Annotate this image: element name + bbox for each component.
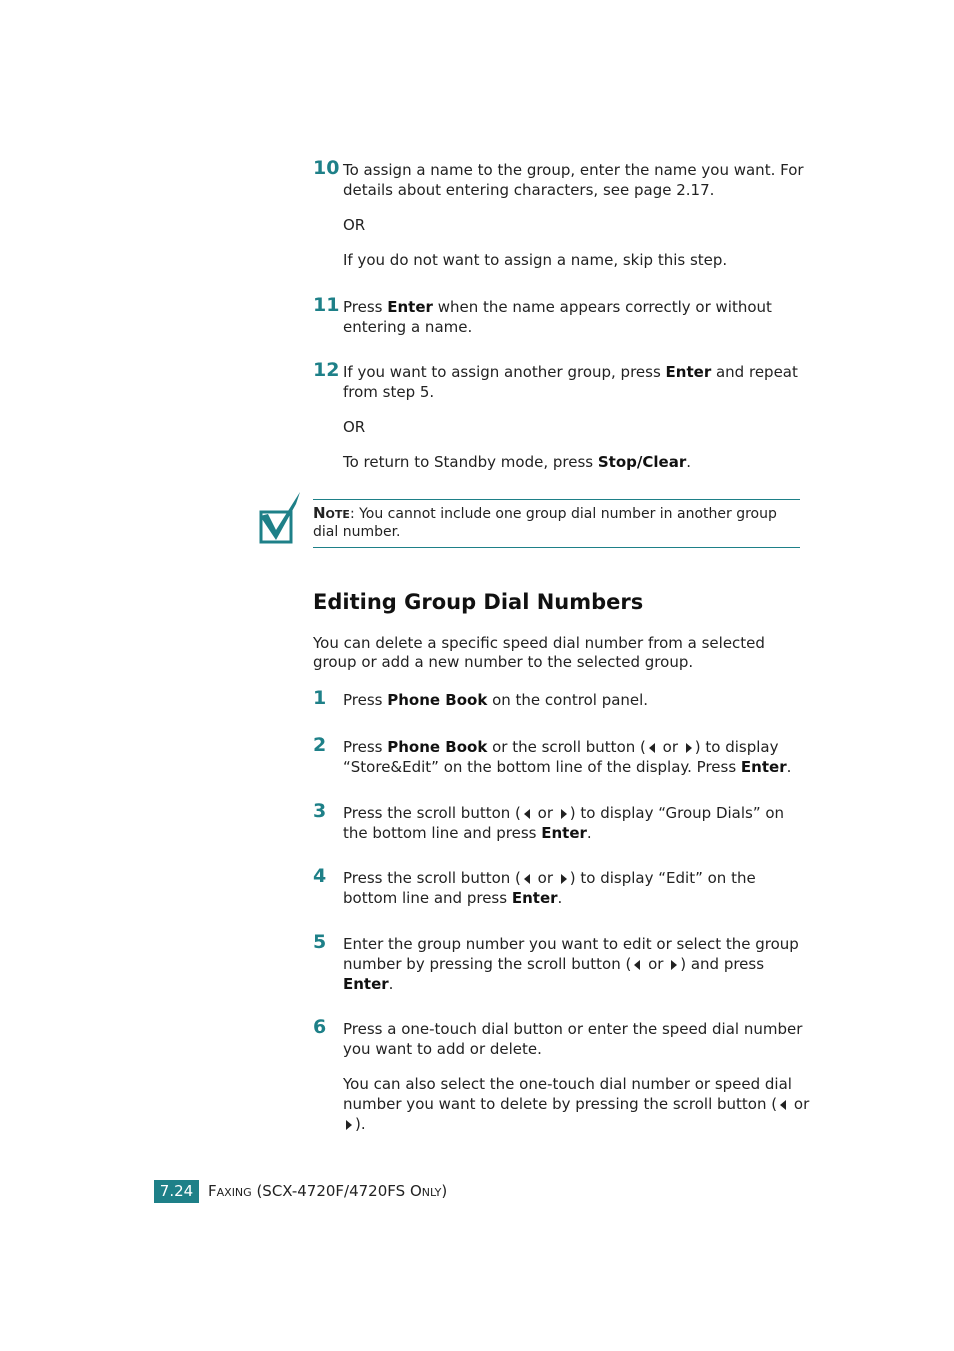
- scroll-right-icon: [561, 809, 567, 819]
- step-number: 11: [313, 294, 340, 316]
- step-4: [313, 865, 813, 908]
- scroll-left-icon: [780, 1100, 786, 1110]
- step-text: Press a one-touch dial button or enter the speed dial number you want to add or delete.: [343, 1020, 803, 1058]
- scroll-right-icon: [346, 1120, 352, 1130]
- note-text: : You cannot include one group dial number in another group dial number.: [313, 506, 777, 540]
- footer-chapter: Faxing (SCX-4720F/4720FS Only): [208, 1182, 448, 1200]
- step-number: 4: [313, 865, 327, 887]
- step-text: Enter the group number you want to edit or select the group number by pressing the scroll button ( or ) and press Enter.: [343, 935, 799, 993]
- scroll-left-icon: [649, 743, 655, 753]
- step-number: 5: [313, 931, 327, 953]
- step-text: If you want to assign another group, press Enter and repeat from step 5.: [343, 363, 798, 401]
- page-number-badge: 7.24: [154, 1180, 199, 1203]
- step-text: Press Phone Book or the scroll button ( or ) to display “Store&Edit” on the bottom line of the display. Press Enter.: [343, 738, 792, 776]
- step-1: [313, 687, 813, 710]
- step-number: 1: [313, 687, 327, 709]
- scroll-left-icon: [524, 809, 530, 819]
- step-10: [313, 157, 813, 270]
- or-text: OR: [343, 418, 366, 436]
- section-heading: Editing Group Dial Numbers: [313, 590, 644, 614]
- scroll-right-icon: [671, 960, 677, 970]
- step-number: 3: [313, 800, 327, 822]
- note-box: [313, 499, 800, 548]
- step-number: 2: [313, 734, 327, 756]
- step-text: If you do not want to assign a name, skip this step.: [343, 251, 728, 269]
- step-text: Press Enter when the name appears correctly or without entering a name.: [343, 298, 772, 336]
- scroll-right-icon: [686, 743, 692, 753]
- step-12: [313, 359, 813, 472]
- scroll-left-icon: [524, 874, 530, 884]
- scroll-right-icon: [561, 874, 567, 884]
- step-number: 6: [313, 1016, 327, 1038]
- step-text: Press the scroll button ( or ) to display “Group Dials” on the bottom line and press Enter.: [343, 804, 785, 842]
- step-text: Press Phone Book on the control panel.: [343, 691, 649, 709]
- step-text: To return to Standby mode, press Stop/Clear.: [343, 453, 691, 471]
- step-text: To assign a name to the group, enter the name you want. For details about entering characters, see page 2.17.: [343, 161, 804, 199]
- step-6: [313, 1016, 813, 1134]
- step-number: 10: [313, 157, 340, 179]
- step-11: [313, 294, 813, 337]
- step-3: [313, 800, 813, 843]
- scroll-left-icon: [634, 960, 640, 970]
- step-2: [313, 734, 813, 777]
- step-5: [313, 931, 813, 994]
- note-label: Note: [313, 504, 350, 522]
- checkmark-note-icon: [256, 490, 304, 546]
- step-text: Press the scroll button ( or ) to display “Edit” on the bottom line and press Enter.: [343, 869, 756, 907]
- or-text: OR: [343, 216, 366, 234]
- step-text: You can also select the one-touch dial number or speed dial number you want to delete by pressing the scroll button ( or ).: [343, 1075, 810, 1133]
- step-number: 12: [313, 359, 340, 381]
- section-intro: You can delete a specific speed dial number from a selected group or add a new number to the selected group.: [313, 634, 765, 671]
